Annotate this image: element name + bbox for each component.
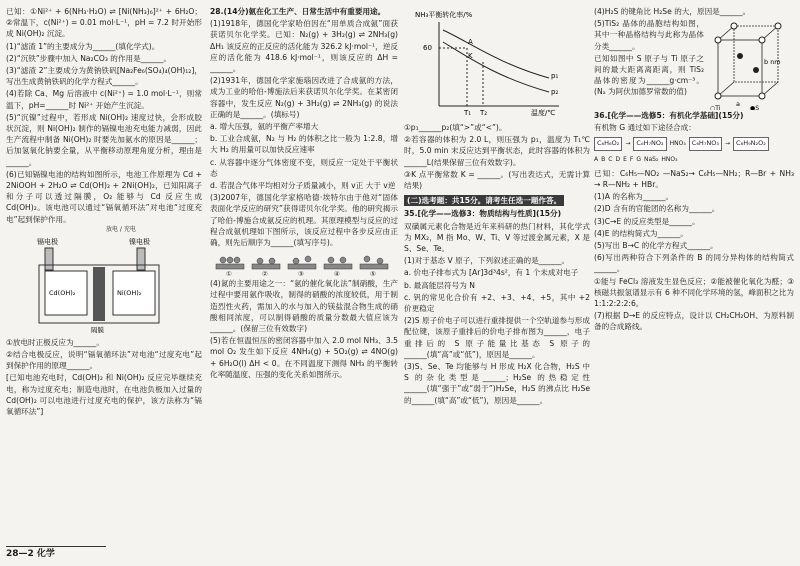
text-line: (6)已知镉镍电池的结构如图所示，电池工作原理为 Cd + 2NiOOH + 2H₂O ⇌ Cd(OH)₂ + 2Ni(OH)₂，已知阳离子和分子可以透过隔膜，O₂ 能够与 Cd 反应生成 Cd(OH)₂。该电池可以通过“镉氧循环法”对电池“过度充电”起到保护作用。 bbox=[6, 169, 202, 224]
text-line: (4)H₂S 的键角比 H₂Se 的大，原因是______。 bbox=[594, 7, 751, 16]
text-line: b. 最高能层符号为 N bbox=[404, 280, 475, 290]
route-labels bbox=[594, 154, 794, 165]
label-c: C bbox=[608, 155, 613, 163]
text-line: (5)“沉镍”过程中，若形成 Ni(OH)₂ 速度过快，会形成胶状沉淀，则 Ni(OH)₂ 制作的镉镍电池充电能力减弱，因此生产流程中制备 Ni(OH)₂ 时要先加氨水的原因是______；后加氢氧化钠要全量，从平衡移动原理角度分析，理由是______。 bbox=[6, 112, 202, 167]
text-line: (4)氮的主要用途之一：“氨的催化氧化法”制硝酸，生产过程中要用氨作吸收，制得的硝酸的浓度较低，用于制造烈性火药，需加入的水与加入的镁盐混合物生成的硝酸相同浓度，可以制得硝酸的质量分数最大值应该为______。(保留三位有效数字) bbox=[210, 279, 398, 334]
text-line: (5)若在恒温恒压的密闭容器中加入 2.0 mol NH₃、3.5 mol O₂ 发生如下反应 4NH₃(g) + 5O₂(g) ⇌ 4NO(g) + 6H₂O(l) ΔH < 0。在不同温度下测得 NH₃ 的平衡转化率随温度、压强的变化关系如图所示。 bbox=[210, 336, 398, 379]
text-line: 有机物 G 通过如下途径合成： bbox=[594, 123, 696, 133]
text-line: a. 价电子排布式为 [Ar]3d³4s²，有 1 个未成对电子 bbox=[404, 268, 579, 278]
column-4 bbox=[594, 6, 794, 558]
text-line: (1)A 的名称为______。 bbox=[594, 192, 674, 202]
reagent-hno3: HNO₃ bbox=[661, 155, 678, 163]
step-label: ② bbox=[262, 270, 268, 277]
label-b: B bbox=[601, 155, 606, 163]
crystal-cell-diagram bbox=[708, 18, 792, 110]
text-line: 双磺属元素化合物是近年来科研的热门材料，其化学式为 MX₂，M 指 Mo、W、Ti、V 等过渡金属元素，X 是 S、Se、Te。 bbox=[404, 221, 590, 254]
cell-edge-b: b nm bbox=[764, 58, 781, 67]
label-d: D bbox=[615, 155, 621, 163]
membrane-label: 隔膜 bbox=[91, 325, 104, 334]
synthesis-route: C₆H₆O₂ → C₆H₇NO₂ HNO₃ C₆H₇NO₃ → C₆H₉N₂O₂ bbox=[594, 137, 794, 151]
condition-bottom: 充电 bbox=[123, 225, 136, 233]
mechanism-diagram bbox=[214, 250, 394, 276]
text-line: (7)根据 D→E 的反应特点，设计以 CH₂CH₂OH、为原料制备的合成路线。 bbox=[594, 311, 794, 332]
label-e: E bbox=[623, 155, 627, 163]
text-line: (1)“滤渣 1”的主要成分为______(填化学式)。 bbox=[6, 41, 160, 51]
text-line: a. 增大压强，氨的平衡产率增大 bbox=[210, 122, 319, 132]
compound-box: C₆H₉N₂O₂ bbox=[733, 137, 769, 151]
point-k-label: K bbox=[468, 52, 473, 60]
step-label: ④ bbox=[334, 270, 340, 277]
tick-t2: T₂ bbox=[480, 109, 488, 117]
column-3 bbox=[404, 6, 590, 558]
left-material-label: Cd(OH)₂ bbox=[49, 288, 76, 297]
text-line: (2)S 原子价电子可以进行重排提供一个空轨道参与形成配位键，该原子重排后的价电子排布图为______，电子重排后的 S 原子能量比基态 S 原子的______(填“高”或“低”)，原因是______。 bbox=[404, 316, 590, 359]
text-line: (4)若除 Ca、Mg 后溶液中 c(Ni²⁺) = 1.0 mol·L⁻¹，则常温下，pH=______时 Ni²⁺ 开始产生沉淀。 bbox=[6, 89, 202, 110]
column-2 bbox=[210, 6, 398, 558]
step-label: ⑤ bbox=[370, 270, 376, 277]
battery-diagram bbox=[29, 235, 179, 335]
text-line: (1)对于基态 V 原子，下列叙述正确的是______。 bbox=[404, 256, 570, 266]
graph-y-label: NH₃平衡转化率/% bbox=[415, 11, 473, 19]
step-label: ③ bbox=[298, 270, 304, 277]
page-footer: 28—2 化学 bbox=[6, 546, 106, 560]
text-line: (2)“沉铁”步骤中加入 Na₂CO₃ 的作用是______。 bbox=[6, 53, 172, 63]
text-line: ①放电时正极反应为______。 bbox=[6, 337, 104, 347]
text-line: 已知：C₆H₅—NO₂ —NaS₂→ C₆H₅—NH₂；R—Br + NH₃ → R—NH₂ + HBr。 bbox=[594, 168, 794, 190]
column-1 bbox=[6, 6, 202, 538]
compound-box: C₆H₆O₂ bbox=[594, 137, 622, 151]
text-line: (1)1918年，德国化学家哈伯因在“用单质合成氨”面获获诺贝尔化学奖。已知：N₂(g) + 3H₂(g) ⇌ 2NH₃(g) ΔH₁ 该反应的正反应的活化能为 326.2 kJ·mol⁻¹，逆反应的活化能为 418.6 kJ·mol⁻¹，则该反应的 ΔH = ______。 bbox=[210, 19, 398, 74]
compound-box: C₆H₇NO₂ bbox=[633, 137, 666, 151]
text-line: (4)E 的结构简式为______。 bbox=[594, 228, 688, 238]
graph-x-label: 温度/℃ bbox=[531, 109, 556, 117]
right-material-label: Ni(OH)₂ bbox=[117, 288, 142, 297]
left-electrode-label: 镉电极 bbox=[37, 237, 58, 246]
reagent-nas2: NaS₂ bbox=[643, 155, 659, 163]
text-line: (3)S、Se、Te 均能够与 H 形成 H₂X 化合物，H₂S 中 S 的杂化类型是______；H₂Se 的热稳定性______(填“强于”或“弱于”)H₂Se，H₂S 的沸点比 H₂Se 的______(填“高”或“低”)，原因是______。 bbox=[404, 362, 590, 405]
text-line: ②结合电极反应，说明“镉氧循环法”对电池“过度充电”起到保护作用的原理______。 bbox=[6, 350, 202, 371]
step-label: ① bbox=[226, 270, 232, 277]
point-a-label: A bbox=[468, 38, 473, 46]
question-35-head: 35.[化学——选修3：物质结构与性质](15分) bbox=[404, 209, 562, 219]
section-header: (二)选考题：共15分。请考生任选一题作答。 bbox=[404, 195, 564, 206]
text-line: (3)C→E 的反应类型是______。 bbox=[594, 216, 700, 226]
text-line: (6)写出两种符合下列条件的 B 的同分异构体的结构简式______。 bbox=[594, 253, 794, 274]
text-line: (5)写出 B→C 的化学方程式______。 bbox=[594, 241, 718, 251]
right-electrode-label: 镍电极 bbox=[129, 237, 150, 246]
question-36-head: 36.[化学——选修5：有机化学基础](15分) bbox=[594, 111, 744, 121]
cell-edge-a: a bbox=[736, 100, 740, 109]
label-a: A bbox=[594, 155, 599, 163]
reagent-label: HNO₃ bbox=[669, 140, 686, 147]
compound-box: C₆H₇NO₃ bbox=[689, 137, 722, 151]
condition-top: 放电 bbox=[106, 225, 119, 233]
reaction-conditions: 放电 / 充电 bbox=[106, 225, 136, 233]
label-f: F bbox=[629, 155, 634, 163]
text-line: ①p₁______p₂(填“>”或“<”)。 bbox=[404, 123, 507, 132]
text-line: 已知：①Ni²⁺ + 6(NH₃·H₂O) ⇌ [Ni(NH₃)₆]²⁺ + 6H₂O；②常温下，c(Ni²⁺) = 0.01 mol·L⁻¹，pH = 7.2 时开始形成 Ni(OH)₂ 沉淀。 bbox=[6, 7, 202, 39]
text-line: b. 工业合成氨，N₂ 与 H₂ 的体积之比一般为 1:2.8，增大 H₂ 的用量可以加快反应速率 bbox=[210, 134, 398, 155]
legend-s: ●S bbox=[750, 105, 760, 111]
conversion-graph bbox=[409, 8, 585, 120]
text-line: ③K 点平衡常数 K = ______。(写出表达式，无需计算结果) bbox=[404, 169, 590, 191]
text-line: (2)1931年，德国化学家施瑙因改进了合成氨的方法，成为工业的哈伯-博施法后来获诺贝尔化学奖。在某密闭容器中，发生反应 N₂(g) + 3H₂(g) ⇌ 2NH₃(g) 的说法正确的是______。(填标号) bbox=[210, 76, 398, 119]
text-line: c. 从容器中逐分气体密度不变，则反应一定处于平衡状态 bbox=[210, 157, 398, 178]
curve-p1-label: p₁ bbox=[551, 72, 559, 80]
curve-p2-label: p₂ bbox=[551, 88, 559, 96]
tick-t1: T₁ bbox=[464, 109, 472, 117]
text-line: (2)D 含有的官能团的名称为______。 bbox=[594, 204, 720, 214]
text-line: ②若容器的体积为 2.0 L，则压强为 p₁，温度为 T₁℃ 时，5.0 min 末反应达到平衡状态，此时容器的体积为______L(结果保留三位有效数字)。 bbox=[404, 135, 590, 167]
text-line: (5)TiS₂ 晶体的晶胞结构如图，其中一种晶格结构与此称为晶体分类______。 bbox=[594, 19, 704, 51]
graph-y-tick: 60 bbox=[423, 44, 432, 52]
text-line: [已知电池充电时，Cd(OH)₂ 和 Ni(OH)₂ 反应完毕继续充电，称为过度充电；制造电池时，在电池负极加入过量的 Cd(OH)₂ 可以电池进行过度充电的保护，该方法称为“镉氧循环法”] bbox=[6, 373, 202, 417]
text-line: (3)2007年，德国化学家格哈德·埃特尔由于他对“固体表面化学反应的研究”获得诺贝尔化学奖。他的研究揭示了哈伯-博施合成氨反应的机理。其原理模型与反应的过程合成氨机理如下图所示，该反应过程中各步反应由正确，则先后顺序为______(填写序号)。 bbox=[210, 193, 398, 248]
text-line: d. 若混合气体平均相对分子质量减小，则 v正 大于 v逆 bbox=[210, 181, 396, 191]
legend-ti: ○Ti bbox=[710, 105, 721, 111]
text-line: (3)“滤渣 2”主要成分为黄钠铁矾[Na₂Fe₆(SO₄)₄(OH)₁₂]，写出生成黄钠铁矾的化学方程式______。 bbox=[6, 66, 202, 87]
text-line: ①能与 FeCl₃ 溶液发生显色反应；②能被催化氧化为醛；③核磁共振氢谱显示有 6 种不同化学环境的氢，峰面积之比为 1:1:2:2:2:6。 bbox=[594, 276, 794, 309]
label-g: G bbox=[636, 155, 641, 163]
text-line: 已知如图中 S 原子与 Ti 原子之间的最大距离离距离，则 TiS₂ 晶体的密度为______g·cm⁻³。(Nₐ 为阿伏加德罗常数的值) bbox=[594, 53, 704, 97]
text-line: c. 钒的常见化合价有 +2、+3、+4、+5，其中 +2 价更稳定 bbox=[404, 292, 590, 314]
question-28-head: 28.(14分)氨在化工生产、日常生活中有重要用途。 bbox=[210, 7, 386, 16]
